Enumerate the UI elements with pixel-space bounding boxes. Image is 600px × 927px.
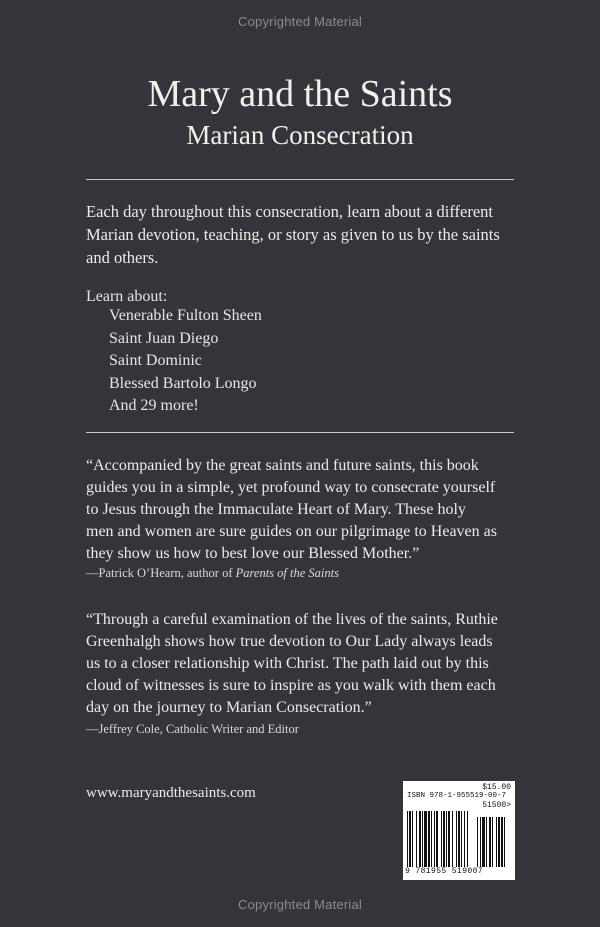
intro-line: Each day throughout this consecration, learn about a different (86, 202, 494, 221)
isbn-barcode (403, 781, 515, 880)
list-item: Saint Juan Diego (109, 329, 219, 347)
book-title: Mary and the Saints (147, 73, 453, 115)
quote-line: “Through a careful examination of the lives of the saints, Ruthie (86, 611, 498, 628)
quote-line: guides you in a simple, yet profound way to consecrate yourself (86, 479, 496, 496)
endorsement-quote-1 (86, 455, 518, 565)
barcode-bar (477, 817, 478, 867)
barcode-bar (448, 811, 450, 867)
barcode-isbn: ISBN 978-1-955519-00-7 (407, 792, 507, 800)
barcode-bar (412, 811, 413, 867)
barcode-bar (441, 811, 442, 867)
intro-paragraph (86, 200, 526, 269)
learn-about-heading: Learn about: (86, 288, 168, 305)
barcode-price: $15.00 (482, 783, 511, 792)
barcode-bar (436, 811, 438, 867)
barcode-bar (424, 811, 427, 867)
list-item: Saint Dominic (109, 352, 202, 369)
divider-middle (86, 432, 514, 433)
quote-line: Greenhalgh shows how true devotion to Our Lady always leads (86, 633, 493, 650)
barcode-bar (504, 817, 505, 867)
quote-line: day on the journey to Marian Consecration.” (86, 699, 372, 716)
barcode-bar (419, 811, 421, 867)
barcode-bar (416, 811, 417, 867)
barcode-bar (422, 811, 423, 867)
intro-line: and others. (86, 248, 159, 267)
website-link[interactable]: www.maryandthesaints.com (86, 785, 256, 801)
barcode-bar (409, 811, 411, 867)
book-subtitle: Marian Consecration (186, 120, 414, 150)
intro-line: Marian devotion, teaching, or story as given to us by the saints (86, 225, 500, 244)
barcode-bar (480, 817, 481, 867)
barcode-bar (464, 811, 465, 867)
quote-line: to Jesus through the Immaculate Heart of Mary. These holy (86, 501, 466, 518)
barcode-bar (446, 811, 447, 867)
barcode-bar (489, 817, 491, 867)
barcode-bar (467, 811, 468, 867)
barcode-supplement: 51500> (482, 801, 511, 810)
attribution-book-title: Parents of the Saints (235, 566, 339, 580)
barcode-bar (452, 811, 453, 867)
endorsement-attribution-1 (86, 566, 339, 581)
watermark-top: Copyrighted Material (238, 14, 362, 29)
quote-line: cloud of witnesses is sure to inspire as you walk with them each (86, 677, 496, 694)
endorsement-attribution-2: —Jeffrey Cole, Catholic Writer and Editor (86, 722, 299, 736)
barcode-bar (461, 811, 462, 867)
watermark-bottom: Copyrighted Material (238, 897, 362, 912)
learn-about-list (109, 305, 262, 418)
barcode-bar (498, 817, 500, 867)
barcode-bar (428, 811, 430, 867)
barcode-digits: 9 781955 519007 (405, 867, 484, 876)
list-item: Blessed Bartolo Longo (109, 374, 257, 392)
list-item: Venerable Fulton Sheen (109, 307, 262, 324)
barcode-bar (458, 811, 460, 867)
endorsement-quote-2 (86, 609, 518, 719)
quote-line: they show us how to best love our Blessed Mother.” (86, 545, 420, 562)
barcode-bar (492, 817, 493, 867)
barcode-bar (456, 811, 457, 867)
divider-top (86, 179, 514, 180)
barcode-bar (486, 817, 487, 867)
barcode-bar (407, 811, 408, 867)
barcode-bar (434, 811, 435, 867)
quote-line: “Accompanied by the great saints and future saints, this book (86, 457, 479, 474)
quote-line: us to a closer relationship with Christ. The path laid out by this (86, 655, 489, 672)
barcode-bars (407, 811, 511, 867)
barcode-bar (443, 811, 445, 867)
barcode-bar (501, 817, 503, 867)
barcode-bar (482, 817, 485, 867)
barcode-bar (431, 811, 432, 867)
barcode-bar (496, 817, 497, 867)
list-item: And 29 more! (109, 397, 199, 414)
quote-line: men and women are sure guides on our pilgrimage to Heaven as (86, 523, 497, 540)
attribution-text: —Patrick O’Hearn, author of (86, 566, 236, 580)
